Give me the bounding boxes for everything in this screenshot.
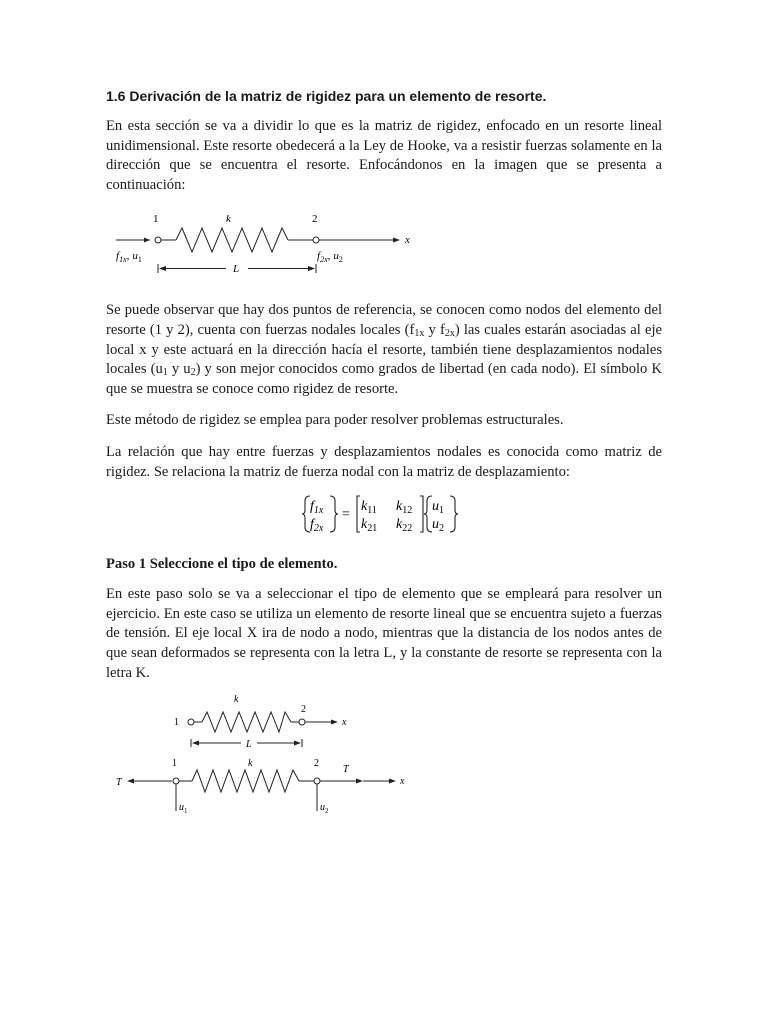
document-page	[106, 88, 662, 841]
eq-u2: $u_2$	[432, 517, 444, 535]
eq-equals: =	[342, 507, 350, 523]
fig2-top-node-1-label: 1	[174, 717, 179, 729]
fig1-length-L-label: L	[233, 263, 240, 276]
step1-heading: Paso 1 Seleccione el tipo de elemento.	[106, 556, 338, 573]
eq-f2x: $f_{2x}$	[310, 517, 324, 535]
spring-tension-diagram	[114, 695, 414, 841]
fig1-f2x-label: $f_{2x}$, $u_2$	[317, 250, 343, 265]
fig2-tension-left-label: T	[116, 777, 122, 789]
fig2-top-x-label: x	[342, 717, 347, 729]
nodes-paragraph: Se puede observar que hay dos puntos de referencia, se conocen como nodos del elemento del resorte (1 y 2), cuenta con fuerzas nodales locales ($f_{1x}$ y $f_{2x}$) las cuales estarán asociadas al eje local x y este actuará en la dirección hacía el resorte, también tiene desplazamientos nodales locales ($u_1$ y $u_2$) y son mejor conocidos como grados de libertad (en cada nodo). El símbolo K que se muestra se conoce como rigidez de resorte.	[106, 302, 662, 397]
fig2-tension-right-label: T	[343, 764, 349, 776]
eq-k22: $k_{22}$	[396, 517, 413, 535]
fig2-top-L-label: L	[246, 739, 252, 751]
fig2-u2-label: $u_2$	[320, 802, 329, 816]
fig2-top-node-2-label: 2	[301, 704, 306, 716]
section-heading: 1.6 Derivación de la matriz de rigidez para un elemento de resorte.	[106, 88, 547, 104]
stiffness-matrix-equation	[302, 494, 462, 534]
fig1-node-2-label: 2	[312, 213, 318, 226]
fig2-bot-node-2-label: 2	[314, 758, 319, 770]
spring-element-diagram	[116, 211, 416, 285]
fig1-f1x-label: $f_{1x}$, $u_1$	[116, 250, 142, 265]
eq-k21: $k_{21}$	[361, 517, 378, 535]
fig2-bot-node-1-label: 1	[172, 758, 177, 770]
eq-u1: $u_1$	[432, 499, 444, 517]
intro-paragraph: En esta sección se va a dividir lo que es la matriz de rigidez, enfocado en un resorte lineal unidimensional. Este resorte obedecerá a la Ley de Hooke, va a resistir fuerzas solamente en la dirección que se encuentra el resorte. Enfocándonos en la imagen que se presenta a continuación:	[106, 118, 662, 193]
fig1-node-1-label: 1	[153, 213, 159, 226]
fig2-top-k-label: k	[234, 695, 239, 706]
fig2-bot-k-label: k	[248, 758, 253, 770]
fig2-bot-x-label: x	[400, 776, 405, 788]
fig1-stiffness-k-label: k	[226, 213, 231, 226]
fig1-x-axis-label: x	[405, 234, 410, 247]
relation-paragraph: La relación que hay entre fuerzas y desplazamientos nodales es conocida como matriz de rigidez. Se relaciona la matriz de fuerza nodal con la matriz de desplazamiento:	[106, 443, 662, 480]
step1-paragraph: En este paso solo se va a seleccionar el tipo de elemento que se empleará para resolver un ejercicio. En este caso se utiliza un elemento de resorte lineal que se encuentra sujeto a fuerzas de tensión. El eje local X ira de nodo a nodo, mientras que la distancia de los nodos antes de que sean deformados se representa con la letra L, y la constante de resorte se representa con la letra K.	[106, 586, 662, 681]
eq-k12: $k_{12}$	[396, 499, 413, 517]
eq-k11: $k_{11}$	[361, 499, 377, 517]
eq-f1x: $f_{1x}$	[310, 499, 324, 517]
method-paragraph: Este método de rigidez se emplea para poder resolver problemas estructurales.	[106, 412, 564, 429]
fig2-u1-label: $u_1$	[179, 802, 188, 816]
